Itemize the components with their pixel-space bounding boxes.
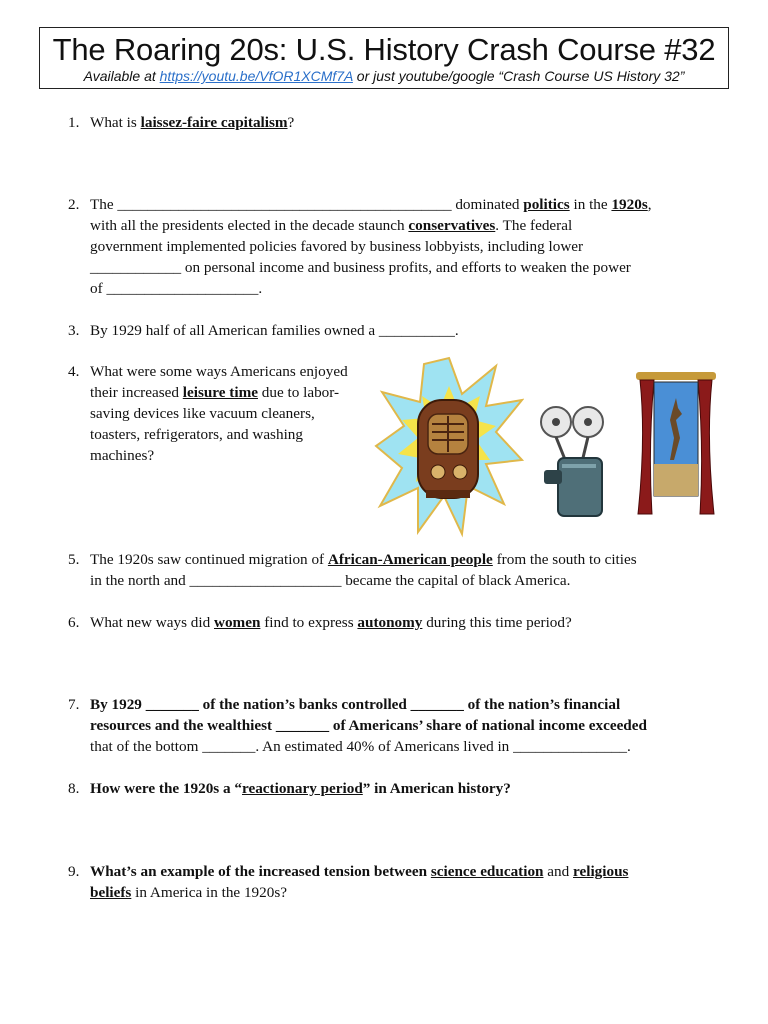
q8-text-c: ” in American history? xyxy=(362,780,511,797)
q9-line-2 xyxy=(90,882,628,903)
q8-text-a: How were the 1920s a “ xyxy=(90,780,242,797)
q2-l1c: in the xyxy=(569,196,612,213)
question-number: 2. xyxy=(68,196,80,213)
curtain-right xyxy=(698,380,714,514)
q6-term-autonomy: autonomy xyxy=(357,614,423,631)
question-number: 9. xyxy=(68,863,80,880)
subtitle-available: Available at xyxy=(83,68,160,84)
q4-line-3: saving devices like vacuum cleaners, xyxy=(90,405,315,422)
question-number: 5. xyxy=(68,551,80,568)
q6-term-women: women xyxy=(214,614,261,631)
radio-starburst-image xyxy=(374,356,524,538)
q5-line-1 xyxy=(90,549,637,570)
q4-line-5: machines? xyxy=(90,447,155,464)
q2-l2a: with all the presidents elected in the decade staunch xyxy=(90,217,409,234)
q9-term-religious: religious xyxy=(573,863,629,880)
question-number: 7. xyxy=(68,696,80,713)
q7-line-3: that of the bottom _______. An estimated 40% of Americans lived in _______________. xyxy=(90,738,631,755)
page-title: The Roaring 20s: U.S. History Crash Course #32 xyxy=(52,32,716,67)
q2-term-conservatives: conservatives xyxy=(408,217,496,234)
subtitle xyxy=(40,68,728,84)
q6-text-e: during this time period? xyxy=(422,614,572,631)
q3-text: By 1929 half of all American families owned a __________. xyxy=(90,322,459,339)
q9-line-1 xyxy=(90,861,628,882)
q2-line-1 xyxy=(90,194,652,215)
q2-term-1920s: 1920s xyxy=(611,196,648,213)
q4-line-1: What were some ways Americans enjoyed xyxy=(90,363,348,380)
q2-term-politics: politics xyxy=(523,196,570,213)
q7-line-2: resources and the wealthiest _______ of Americans’ share of national income exceeded xyxy=(90,717,647,734)
q7-line-1: By 1929 _______ of the nation’s banks controlled _______ of the nation’s financial xyxy=(90,696,621,713)
question-number: 8. xyxy=(68,780,80,797)
q4-line-4: toasters, refrigerators, and washing xyxy=(90,426,303,443)
q4-term-leisure: leisure time xyxy=(182,384,258,401)
question-number: 4. xyxy=(68,363,80,380)
q2-l1e: , xyxy=(647,196,652,213)
q2-l1a: The ____________________________________________ dominated xyxy=(90,196,524,213)
q9-term-beliefs: beliefs xyxy=(90,884,132,901)
q6-text-a: What new ways did xyxy=(90,614,214,631)
question-number: 3. xyxy=(68,322,80,339)
question-number: 1. xyxy=(68,114,80,131)
q2-line-5: of ____________________. xyxy=(90,280,263,297)
q5-term-african-american: African-American people xyxy=(327,551,493,568)
q5-l1c: from the south to cities xyxy=(492,551,637,568)
curtain-left xyxy=(638,380,654,514)
q1-term: laissez-faire capitalism xyxy=(140,114,288,131)
q4-line-2 xyxy=(90,382,348,403)
q2-line-3: government implemented policies favored by business lobbyists, including lower xyxy=(90,238,584,255)
movie-screen-image xyxy=(636,368,716,518)
radio-dial xyxy=(431,465,445,479)
q5-line-2: in the north and ____________________ became the capital of black America. xyxy=(90,572,571,589)
film-projector-image xyxy=(538,400,610,522)
q9-l1c: and xyxy=(543,863,574,880)
q2-line-2 xyxy=(90,215,652,236)
video-link[interactable]: https://youtu.be/VfOR1XCMf7A xyxy=(159,68,353,84)
subtitle-rest: or just youtube/google “Crash Course US History 32” xyxy=(352,68,685,84)
q6-text-c: find to express xyxy=(260,614,358,631)
q9-term-science: science education xyxy=(430,863,544,880)
radio-knob xyxy=(453,465,467,479)
q8-term-reactionary: reactionary period xyxy=(242,780,363,797)
q2-line-4: ____________ on personal income and business profits, and efforts to weaken the power xyxy=(90,259,631,276)
q1-text-c: ? xyxy=(287,114,295,131)
question-number: 6. xyxy=(68,614,80,631)
q1-text-a: What is xyxy=(90,114,141,131)
q5-l1a: The 1920s saw continued migration of xyxy=(90,551,328,568)
q2-l2c: . The federal xyxy=(495,217,573,234)
q4-l2c: due to labor- xyxy=(257,384,340,401)
q9-l1a: What’s an example of the increased tension between xyxy=(90,863,431,880)
q9-l2b: in America in the 1920s? xyxy=(131,884,287,901)
q4-l2a: their increased xyxy=(90,384,183,401)
title-box xyxy=(39,27,729,89)
